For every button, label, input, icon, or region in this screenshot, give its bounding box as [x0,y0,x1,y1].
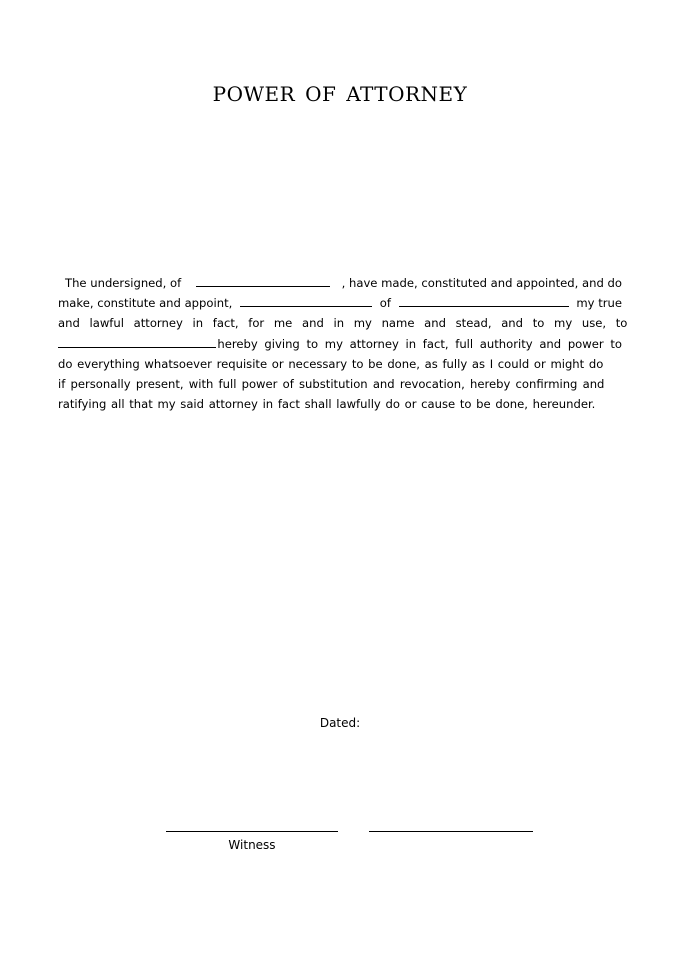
dated-label: Dated: [319,716,361,730]
undersigned-address-blank[interactable] [196,276,330,287]
body-line-1 [58,273,622,293]
body-line-4 [58,334,622,354]
purpose-blank[interactable] [58,337,216,348]
body-text: my true [576,296,622,311]
body-text: do everything whatsoever requisite or necessary to be done, as fully as I could or might do [58,356,604,371]
body-line-6 [58,374,622,394]
witness-label: Witness [228,838,276,852]
witness-signature-line[interactable] [166,831,338,832]
attorney-address-blank[interactable] [399,296,569,307]
body-text: The undersigned, of [65,276,182,290]
body-text: , have made, constituted and appointed, and do [341,276,622,290]
body-text: make, constitute and appoint, [58,296,233,311]
document-title: POWER OF ATTORNEY [212,82,468,106]
body-line-3 [58,313,628,333]
grantor-signature-line[interactable] [369,831,533,832]
body-line-5 [58,354,622,374]
body-text: hereby giving to my attorney in fact, full authority and power to [217,336,622,351]
attorney-name-blank[interactable] [240,296,372,307]
body-text: ratifying all that my said attorney in fact shall lawfully do or cause to be done, hereunder. [58,397,596,412]
body-text: and lawful attorney in fact, for me and in my name and stead, and to my use, to [58,316,628,331]
body-paragraph [58,273,628,414]
body-line-2 [58,293,622,313]
body-line-7 [58,394,622,414]
body-text: of [379,296,391,311]
body-text: if personally present, with full power of substitution and revocation, hereby confirming and [58,376,605,391]
